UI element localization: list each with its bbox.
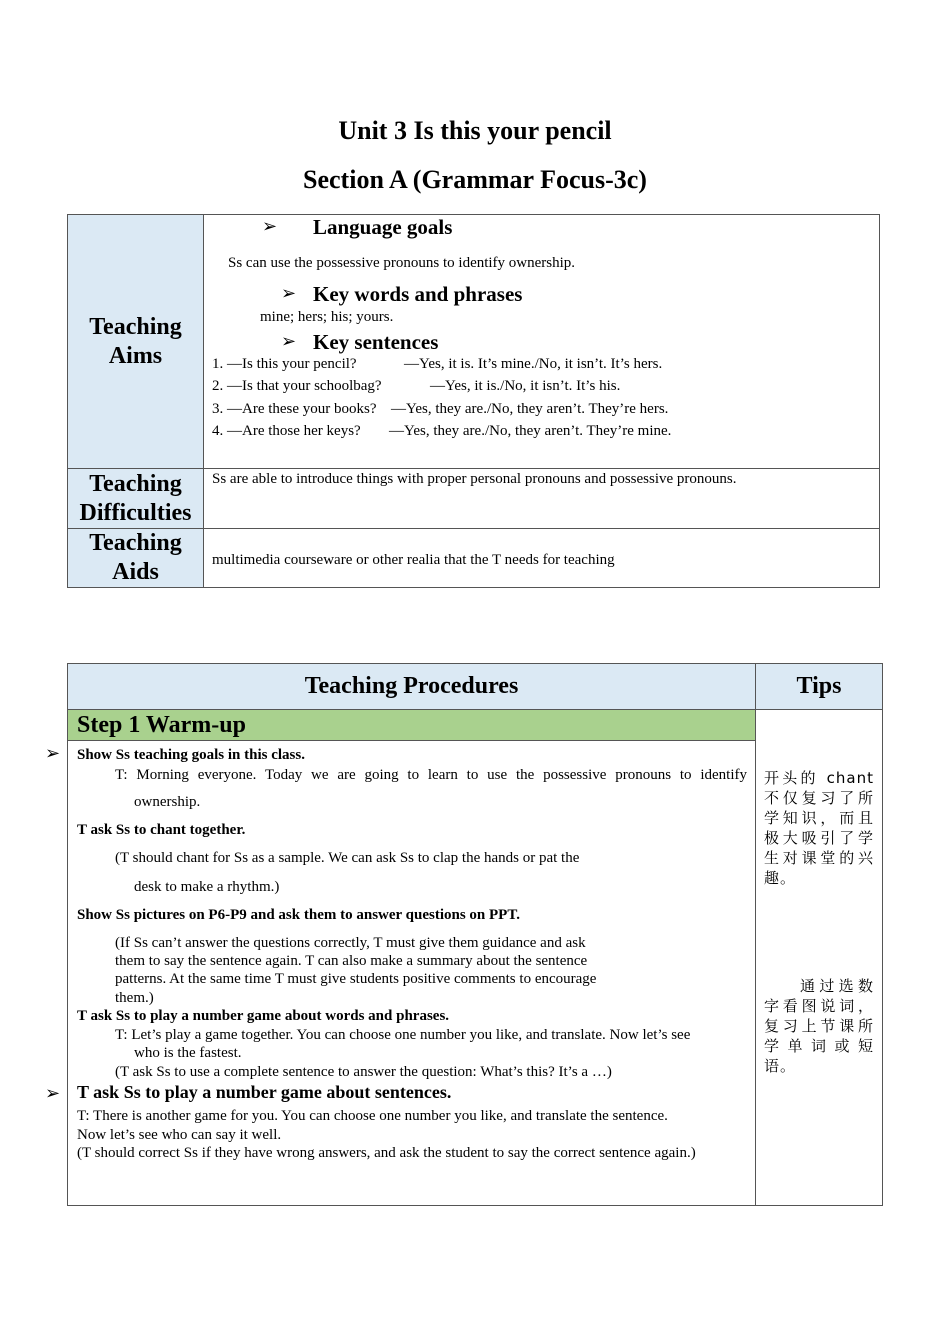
language-goals-text: Ss can use the possessive pronouns to identify ownership.: [228, 255, 576, 271]
game2-heading: T ask Ss to play a number game about sentences.: [77, 1082, 452, 1102]
sentence-question: 4. —Are those her keys?: [212, 423, 361, 439]
arrow-bullet-icon: ➢: [281, 283, 297, 303]
tip-chant: 开头的 chant 不仅复习了所学知识，而且极大吸引了学生对课堂的兴趣。: [764, 769, 874, 887]
guide-line-4: them.): [115, 990, 154, 1006]
key-words-text: mine; hers; his; yours.: [260, 309, 394, 325]
procedures-header: Teaching Procedures: [67, 663, 756, 710]
key-words-heading: Key words and phrases: [313, 282, 523, 306]
guide-line-3: patterns. At the same time T must give students positive comments to encourage: [115, 971, 597, 987]
sentence-question: 1. —Is this your pencil?: [212, 356, 357, 372]
teaching-aims-label: Teaching Aims: [67, 214, 204, 469]
tips-header: Tips: [755, 663, 883, 710]
step1-banner: Step 1 Warm-up: [67, 709, 756, 741]
arrow-bullet-icon: ➢: [45, 1083, 61, 1103]
aids-text: multimedia courseware or other realia that the T needs for teaching: [212, 552, 615, 568]
chant-heading: T ask Ss to chant together.: [77, 822, 246, 838]
arrow-bullet-icon: ➢: [262, 216, 278, 236]
game1-line-3: (T ask Ss to use a complete sentence to answer the question: What’s this? It’s a …): [115, 1064, 612, 1080]
game2-line-1: T: There is another game for you. You can choose one number you like, and translate the sentence.: [77, 1108, 668, 1124]
sentence-answer: —Yes, they are./No, they aren’t. They’re hers.: [391, 401, 669, 417]
chant-line-2: desk to make a rhythm.): [134, 879, 280, 895]
tip-number-game: 通过选数字看图说词，复习上节课所学单词或短语。: [764, 977, 874, 1075]
game2-line-3: (T should correct Ss if they have wrong answers, and ask the student to say the correct sentence again.): [77, 1145, 696, 1161]
teaching-aids-label: Teaching Aids: [67, 528, 204, 588]
teaching-difficulties-label: Teaching Difficulties: [67, 468, 204, 529]
game2-line-2: Now let’s see who can say it well.: [77, 1127, 282, 1143]
difficulties-text: Ss are able to introduce things with proper personal pronouns and possessive pronouns.: [212, 471, 737, 487]
game1-line-2: who is the fastest.: [134, 1045, 242, 1061]
guide-line-1: (If Ss can’t answer the questions correctly, T must give them guidance and ask: [115, 935, 586, 951]
morning-line-2: ownership.: [134, 794, 201, 810]
show-goals-heading: Show Ss teaching goals in this class.: [77, 747, 305, 763]
game1-heading: T ask Ss to play a number game about words and phrases.: [77, 1008, 450, 1024]
sentence-answer: —Yes, it is./No, it isn’t. It’s his.: [430, 378, 621, 394]
arrow-bullet-icon: ➢: [45, 743, 61, 763]
sentence-question: 3. —Are these your books?: [212, 401, 377, 417]
section-title: Section A (Grammar Focus-3c): [303, 165, 647, 194]
chant-line-1: (T should chant for Ss as a sample. We can ask Ss to clap the hands or pat the: [115, 850, 580, 866]
sentence-answer: —Yes, it is. It’s mine./No, it isn’t. It’s hers.: [404, 356, 663, 372]
pictures-heading: Show Ss pictures on P6-P9 and ask them to answer questions on PPT.: [77, 907, 520, 923]
arrow-bullet-icon: ➢: [281, 331, 297, 351]
sentence-answer: —Yes, they are./No, they aren’t. They’re mine.: [389, 423, 672, 439]
guide-line-2: them to say the sentence again. T can also make a summary about the sentence: [115, 953, 588, 969]
game1-line-1: T: Let’s play a game together. You can choose one number you like, and translate. Now let’s see: [115, 1027, 691, 1043]
morning-line-1: T: Morning everyone. Today we are going to learn to use the possessive pronouns to identify: [115, 767, 747, 783]
sentence-question: 2. —Is that your schoolbag?: [212, 378, 382, 394]
language-goals-heading: Language goals: [313, 215, 453, 239]
key-sentences-heading: Key sentences: [313, 330, 439, 354]
unit-title: Unit 3 Is this your pencil: [338, 116, 612, 145]
